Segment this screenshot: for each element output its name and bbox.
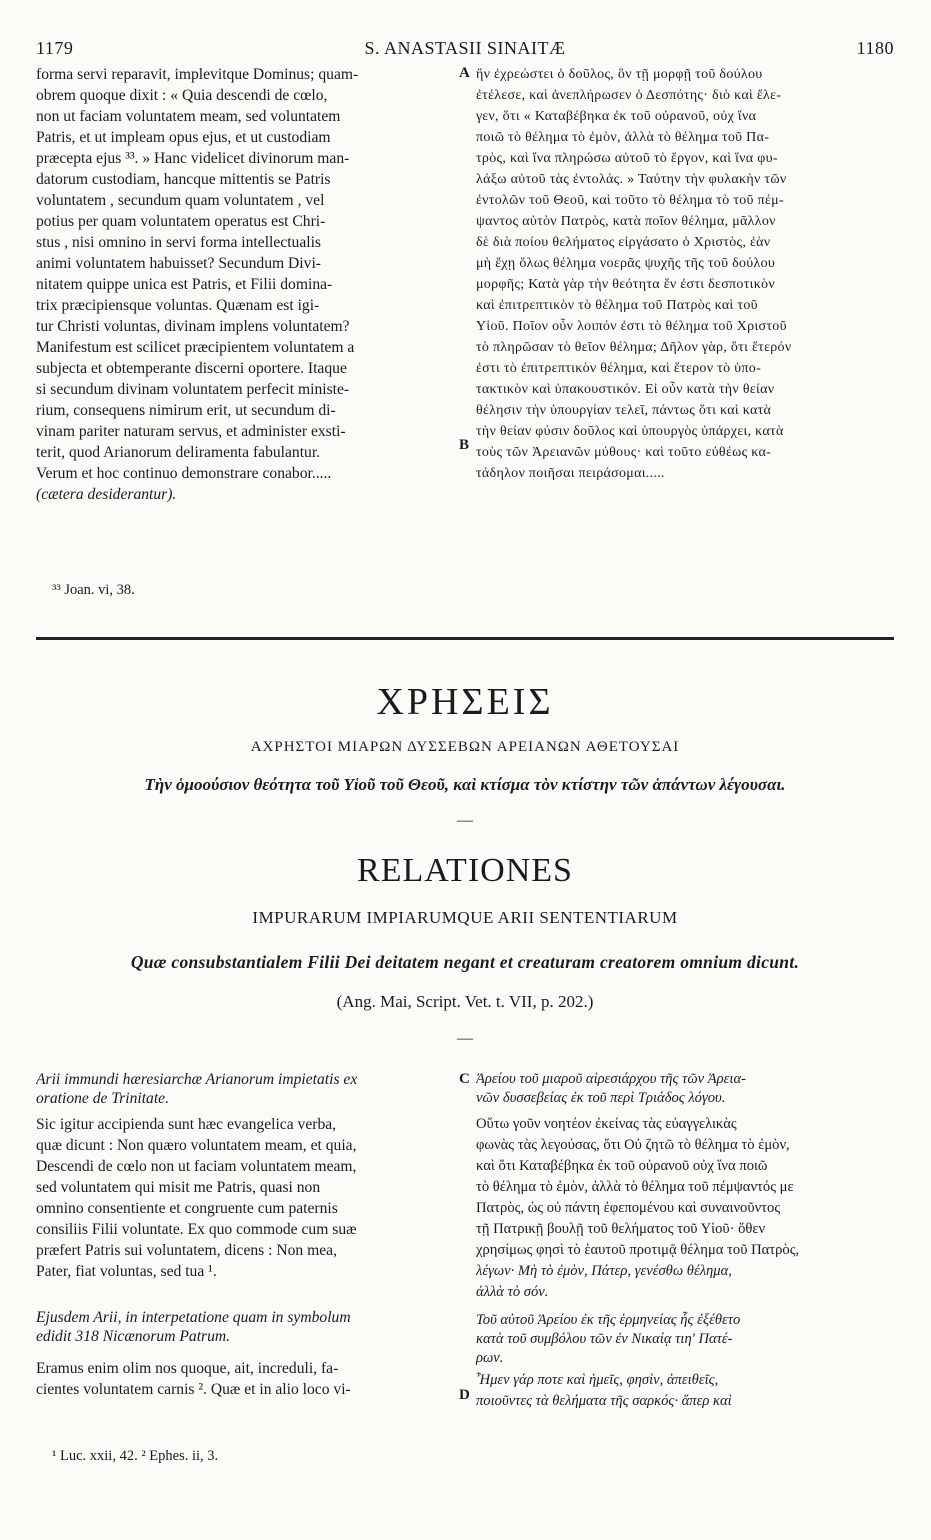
latin-line: animi voluntatem habuisset? Secundum Divi- <box>36 255 321 272</box>
greek-line: τακτικὸν καὶ ὑπακουστικόν. Εἰ οὖν κατὰ τὴν θείαν <box>476 382 775 397</box>
latin-line: si secundum divinam voluntatem perfecit ministe- <box>36 381 350 398</box>
latin-line: nitatem quippe unica est Patris, et Filii domina- <box>36 276 333 293</box>
latin-line: Eramus enim olim nos quoque, ait, increduli, fa- <box>36 1360 339 1377</box>
latin-line: Patris, et ut impleam opus ejus, et ut custodiam <box>36 129 331 146</box>
greek-column-top <box>476 64 896 484</box>
greek-paragraph-2 <box>476 1370 896 1412</box>
separator-dash-1: — <box>457 812 473 829</box>
greek-subtitle: ΑΧΡΗΣΤΟΙ ΜΙΑΡΩΝ ΔΥΣΣΕΒΩΝ ΑΡΕΙΑΝΩΝ ΑΘΕΤΟΥΣΑΙ <box>250 739 680 755</box>
margin-letter-d: D <box>459 1387 470 1403</box>
greek-line: ψαντος αὐτὸν Πατρὸς, κατὰ ποῖον θέλημα, μᾶλλον <box>476 214 776 229</box>
page-number-left: 1179 <box>36 38 74 58</box>
margin-letter-b: B <box>459 437 470 453</box>
greek-line: καὶ ὅτι Καταβέβηκα ἐκ τοῦ οὐρανοῦ οὐχ ἵνα ποιῶ <box>476 1158 768 1174</box>
greek-line: λάξω αὐτοῦ τὰς ἐντολάς. » Ταύτην τὴν φυλακὴν τῶν <box>476 172 787 187</box>
latin-line: vinam pariter naturam servus, et administer exsti- <box>36 423 346 440</box>
greek-line: ἐτέλεσε, καὶ ἀνεπλήρωσεν ὁ Δεσπότης· διὸ καὶ ἔλε- <box>476 88 782 103</box>
latin-line: voluntatem , secundum quam voluntatem , vel <box>36 192 325 209</box>
greek-italic-line: Τὴν ὁμοούσιον θεότητα τοῦ Υἱοῦ τοῦ Θεοῦ, καὶ κτίσμα τὸν κτίστην τῶν ἁπάντων λέγουσαι. <box>144 775 786 794</box>
running-head <box>36 38 894 60</box>
margin-letter-a: A <box>459 65 470 81</box>
latin-title: RELATIONES <box>357 852 573 889</box>
greek-line: θέλησιν τὴν ὑπουργίαν τελεῖ, πάντως ὅτι καὶ κατὰ <box>476 403 772 418</box>
latin-line: omnino consentiente et congruente cum paternis <box>36 1200 338 1217</box>
latin-line: trix præcipiensque voluntas. Quænam est igi- <box>36 297 320 314</box>
greek-line: τὸ θέλημα τὸ ἐμὸν, ἀλλὰ τὸ θέλημα τοῦ πέμψαντός με <box>476 1179 794 1195</box>
latin-line: forma servi reparavit, implevitque Dominus; quam- <box>36 66 359 83</box>
latin-line: stus , nisi omnino in servi forma intellectualis <box>36 234 321 251</box>
latin-line: præfert Patris sui voluntatem, dicens : Non mea, <box>36 1242 337 1259</box>
greek-line: ἀλλὰ τὸ σόν. <box>476 1284 549 1300</box>
greek-line: καὶ ἐπιτρεπτικὸν τὸ θέλημα τοῦ Πατρὸς καὶ τοῦ <box>476 298 758 313</box>
greek-line: Ἦμεν γάρ ποτε καὶ ἡμεῖς, φησὶν, ἀπειθεῖς, <box>476 1372 719 1388</box>
latin-paragraph-1 <box>36 1114 456 1282</box>
greek-line: ποιῶ τὸ θέλημα τὸ ἐμὸν, ἀλλὰ τὸ θέλημα τοῦ Πα- <box>476 130 770 145</box>
greek-line: Πατρὸς, ὡς οὐ πάντη ἐφεπομένου καὶ συναινοῦντος <box>476 1200 781 1216</box>
greek-line: λέγων· Μὴ τὸ ἐμὸν, Πάτερ, γενέσθω θέλημα, <box>476 1263 732 1279</box>
greek-heading-2 <box>476 1311 896 1368</box>
greek-line: Υἱοῦ. Ποῖον οὖν λοιπόν ἐστι τὸ θέλημα τοῦ Χριστοῦ <box>476 319 787 334</box>
latin-line: Verum et hoc continuo demonstrare conabor..... <box>36 465 332 482</box>
latin-line: Pater, fiat voluntas, sed tua ¹. <box>36 1263 217 1280</box>
footnote-top: ³³ Joan. vi, 38. <box>52 582 135 598</box>
latin-line: non ut faciam voluntatem meam, sed voluntatem <box>36 108 341 125</box>
latin-heading-2 <box>36 1308 456 1346</box>
heading-line: edidit 318 Nicænorum Patrum. <box>36 1328 231 1345</box>
margin-letter-c: C <box>459 1071 470 1087</box>
latin-line: præcepta ejus ³³. » Hanc videlicet divinorum man- <box>36 150 350 167</box>
greek-line: τὸ πληρῶσαν τὸ θεῖον θέλημα; Δῆλον γὰρ, ὅτι ἕτερόν <box>476 340 792 355</box>
heading-line: Arii immundi hæresiarchæ Arianorum impietatis ex <box>36 1071 358 1088</box>
latin-line: (cætera desiderantur). <box>36 486 177 503</box>
latin-line: datorum custodiam, hancque mittentis se Patris <box>36 171 331 188</box>
latin-column-bottom <box>36 1070 456 1400</box>
latin-line: rium, consequens nimirum erit, ut secundum di- <box>36 402 336 419</box>
heading-line: κατὰ τοῦ συμβόλου τῶν ἐν Νικαίᾳ τιη' Πατέ- <box>476 1331 733 1347</box>
latin-line: obrem quoque dixit : « Quia descendi de cœlo, <box>36 87 328 104</box>
greek-column-bottom <box>476 1070 896 1412</box>
latin-line: quæ dicunt : Non quæro voluntatem meam, et quia, <box>36 1137 357 1154</box>
greek-line: δὲ διὰ ποίου θελήματος εἰργάσατο ὁ Χριστὸς, ἐὰν <box>476 235 771 250</box>
latin-line: potius per quam voluntatem operatus est Chri- <box>36 213 326 230</box>
greek-line: ποιοῦντες τὰ θελήματα τῆς σαρκός· ἅπερ καὶ <box>476 1393 732 1409</box>
separator-dash-2: — <box>457 1030 473 1047</box>
latin-line: terit, quod Arianorum deliramenta fabulantur. <box>36 444 321 461</box>
heading-line: oratione de Trinitate. <box>36 1090 169 1107</box>
page-number-right: 1180 <box>856 38 894 58</box>
latin-line: Manifestum est scilicet præcipientem voluntatem a <box>36 339 355 356</box>
greek-line: ἐστι τὸ ἐπιτρεπτικὸν θέλημα, καὶ ἕτερον τὸ ὑπο- <box>476 361 762 376</box>
greek-heading-1 <box>476 1070 896 1108</box>
latin-line: cientes voluntatem carnis ². Quæ et in alio loco vi- <box>36 1381 351 1398</box>
heading-line: Ἀρείου τοῦ μιαροῦ αἱρεσιάρχου τῆς τῶν Ἀρεια- <box>476 1071 746 1087</box>
latin-line: Sic igitur accipienda sunt hæc evangelica verba, <box>36 1116 337 1133</box>
heading-line: Ejusdem Arii, in interpetatione quam in symbolum <box>36 1309 351 1326</box>
greek-line: γεν, ὅτι « Καταβέβηκα ἐκ τοῦ οὐρανοῦ, οὐχ ἵνα <box>476 109 757 124</box>
heading-line: νῶν δυσσεβείας ἐκ τοῦ περὶ Τριάδος λόγου. <box>476 1090 726 1106</box>
section-divider <box>36 637 894 640</box>
greek-paragraph-1 <box>476 1114 896 1303</box>
latin-subtitle: IMPURARUM IMPIARUMQUE ARII SENTENTIARUM <box>252 908 678 927</box>
latin-heading-1 <box>36 1070 456 1108</box>
latin-paragraph-2 <box>36 1358 456 1400</box>
heading-line: ρων. <box>476 1350 504 1366</box>
greek-line: Οὕτω γοῦν νοητέον ἐκείνας τὰς εὐαγγελικὰς <box>476 1116 737 1132</box>
greek-line: τάδηλον ποιῆσαι πειράσομαι..... <box>476 466 665 481</box>
greek-line: τρὸς, καὶ ἵνα πληρώσω αὐτοῦ τὸ ἔργον, καὶ ἵνα φυ- <box>476 151 778 166</box>
latin-column-top <box>36 64 456 505</box>
greek-line: μορφῆς; Κατὰ γὰρ τὴν θεότητα ἕν ἐστι δεσποτικὸν <box>476 277 775 292</box>
greek-line: φωνὰς τὰς λεγούσας, ὅτι Οὐ ζητῶ τὸ θέλημα τὸ ἐμὸν, <box>476 1137 790 1153</box>
greek-line: ἣν ἐχρεώστει ὁ δοῦλος, ὃν τῇ μορφῇ τοῦ δούλου <box>476 67 763 82</box>
citation: (Ang. Mai, Script. Vet. t. VII, p. 202.) <box>336 992 594 1011</box>
footnote-bottom: ¹ Luc. xxii, 42. ² Ephes. ii, 3. <box>52 1448 219 1464</box>
latin-line: sed voluntatem qui misit me Patris, quasi non <box>36 1179 321 1196</box>
heading-line: Τοῦ αὐτοῦ Ἀρείου ἐκ τῆς ἑρμηνείας ἧς ἐξέθετο <box>476 1312 741 1328</box>
latin-line: Descendi de cœlo non ut faciam voluntatem meam, <box>36 1158 357 1175</box>
greek-line: τῇ Πατρικῇ βουλῇ τοῦ θελήματος τοῦ Υἱοῦ· ὅθεν <box>476 1221 766 1237</box>
greek-title: ΧΡΗΣΕΙΣ <box>376 681 554 723</box>
latin-line: subjecta et obtemperante discerni oportere. Itaque <box>36 360 347 377</box>
greek-line: ἐντολῶν τοῦ Θεοῦ, καὶ τοῦτο τὸ θέλημα τὸ τοῦ πέμ- <box>476 193 784 208</box>
latin-line: tur Christi voluntas, divinam implens voluntatem? <box>36 318 350 335</box>
latin-line: consiliis Filii voluntate. Ex quo commode cum suæ <box>36 1221 357 1238</box>
latin-italic-line: Quæ consubstantialem Filii Dei deitatem negant et creaturam creatorem omnium dicunt. <box>130 952 800 972</box>
greek-line: τοὺς τῶν Ἀρειανῶν μύθους· καὶ τοῦτο εὐθέως κα- <box>476 445 772 460</box>
greek-line: χρησίμως φησὶ τὸ ἑαυτοῦ προτιμᾷ θέλημα τοῦ Πατρὸς, <box>476 1242 800 1258</box>
greek-line: μὴ ἔχῃ ὅλως θέλημα νοερᾶς ψυχῆς τῆς τοῦ δούλου <box>476 256 776 271</box>
greek-line: τὴν θείαν φύσιν δοῦλος καὶ ὑπουργὸς ὑπάρχει, κατὰ <box>476 424 784 439</box>
running-title: S. ANASTASII SINAITÆ <box>364 38 566 58</box>
